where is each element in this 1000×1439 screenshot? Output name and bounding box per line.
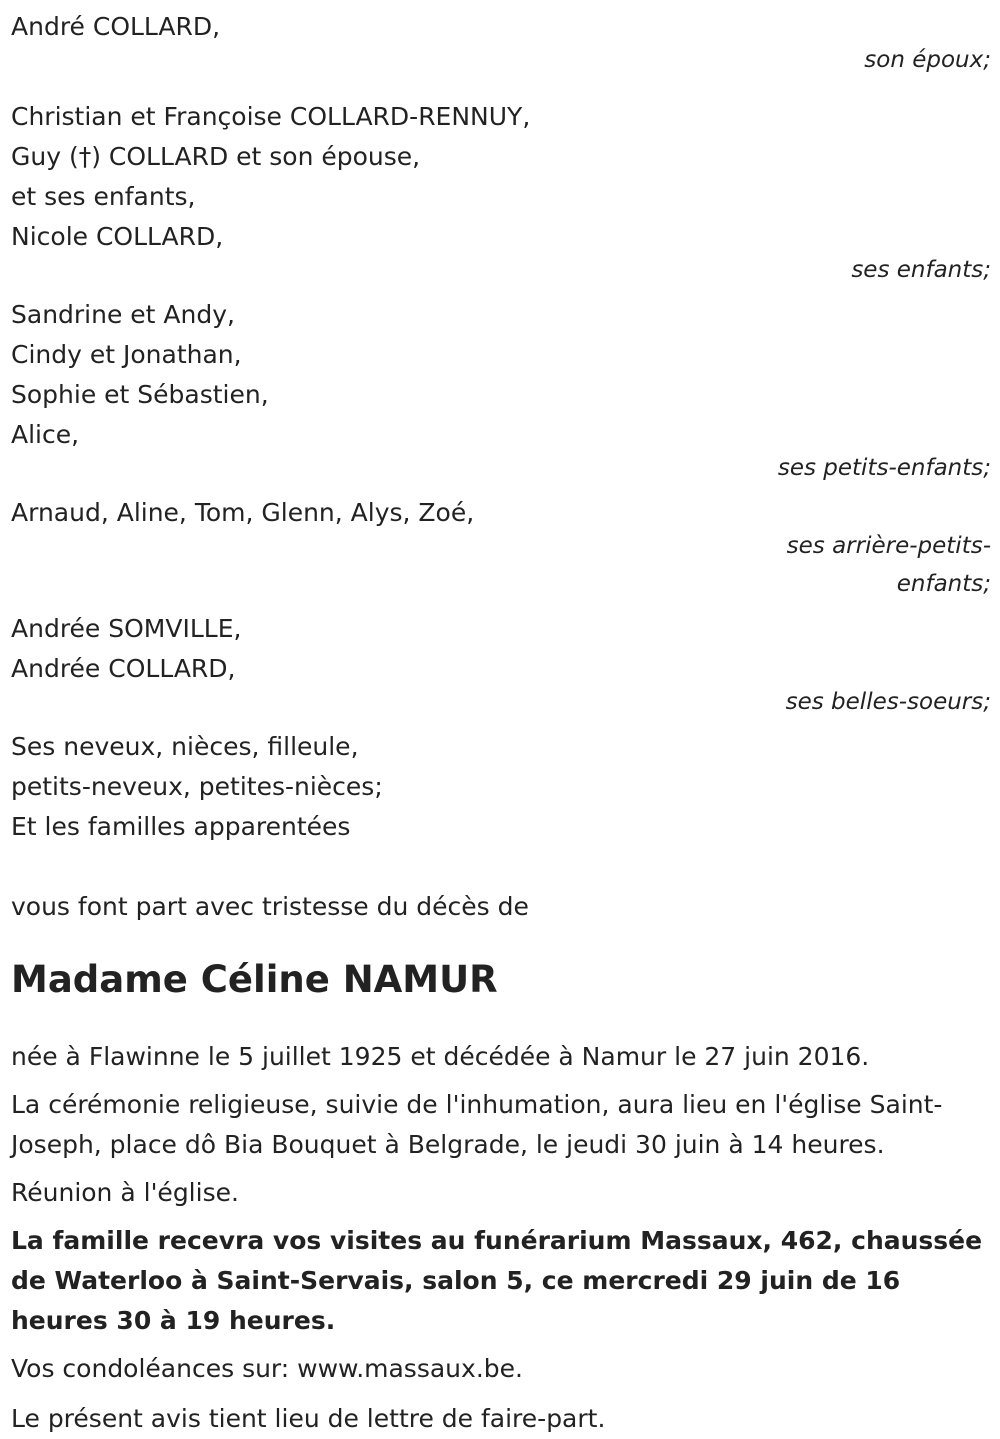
announcement-text: vous font part avec tristesse du décès de bbox=[11, 892, 529, 921]
family-name-line: petits-neveux, petites-nièces; bbox=[11, 772, 383, 801]
relation-label: ses enfants; bbox=[851, 257, 991, 283]
obituary-notice bbox=[11, 7, 991, 1439]
family-name-line: Ses neveux, nièces, filleule, bbox=[11, 732, 359, 761]
reunion-text: Réunion à l'église. bbox=[11, 1178, 239, 1207]
family-name-line: Sophie et Sébastien, bbox=[11, 380, 269, 409]
spouse-group bbox=[11, 7, 991, 79]
relation-label: ses arrière-petits- bbox=[786, 533, 991, 559]
family-name-line: Guy (†) COLLARD et son épouse, bbox=[11, 142, 421, 171]
relation-label: ses belles-soeurs; bbox=[785, 689, 991, 715]
birth-death-text: née à Flawinne le 5 juillet 1925 et décédée à Namur le 27 juin 2016. bbox=[11, 1042, 870, 1071]
children-group bbox=[11, 97, 991, 289]
family-name-line: Andrée SOMVILLE, bbox=[11, 614, 242, 643]
family-name-line: Sandrine et Andy, bbox=[11, 300, 235, 329]
relation-label: enfants; bbox=[896, 571, 991, 597]
relation-label: son époux; bbox=[864, 47, 991, 73]
family-name-line: Andrée COLLARD, bbox=[11, 654, 236, 683]
ceremony-text: La cérémonie religieuse, suivie de l'inhumation, aura lieu en l'église Saint-Joseph, place dô Bia Bouquet à Belgrade, le jeudi 30 juin à 14 heures. bbox=[11, 1090, 943, 1159]
family-name-line: Et les familles apparentées bbox=[11, 812, 351, 841]
condolences-text: Vos condoléances sur: www.massaux.be. bbox=[11, 1354, 523, 1383]
family-name-line: André COLLARD, bbox=[11, 12, 221, 41]
family-name-line: Cindy et Jonathan, bbox=[11, 340, 242, 369]
sisters-in-law-group bbox=[11, 609, 991, 721]
relation-label: ses petits-enfants; bbox=[777, 455, 991, 481]
family-name-line: Arnaud, Aline, Tom, Glenn, Alys, Zoé, bbox=[11, 498, 475, 527]
family-name-line: Nicole COLLARD, bbox=[11, 222, 224, 251]
family-name-line: et ses enfants, bbox=[11, 182, 196, 211]
family-name-line: Christian et Françoise COLLARD-RENNUY, bbox=[11, 102, 531, 131]
deceased-name: Madame Céline NAMUR bbox=[11, 958, 498, 1001]
other-relatives-group bbox=[11, 727, 991, 847]
visits-text: La famille recevra vos visites au funérarium Massaux, 462, chaussée de Waterloo à Saint-Servais, salon 5, ce mercredi 29 juin de 16 heures 30 à 19 heures. bbox=[11, 1226, 983, 1335]
grandchildren-group bbox=[11, 295, 991, 487]
notice-text: Le présent avis tient lieu de lettre de faire-part. bbox=[11, 1404, 606, 1433]
great-grandchildren-group bbox=[11, 493, 991, 603]
family-name-line: Alice, bbox=[11, 420, 80, 449]
